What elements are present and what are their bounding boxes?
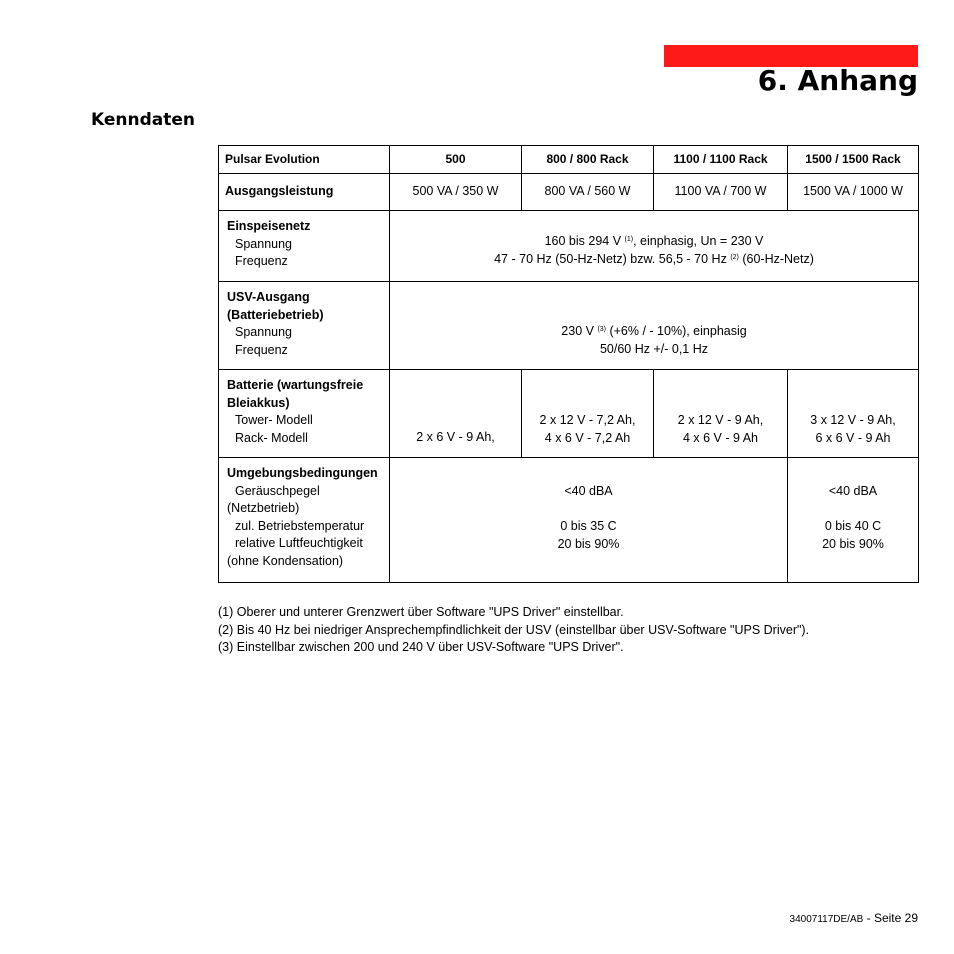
usv-ausgang-frequenz-value: 50/60 Hz +/- 0,1 Hz: [599, 341, 709, 356]
umgebung-labels: [219, 458, 390, 583]
usv-ausgang-values: [390, 282, 919, 370]
batterie-800-line2: 4 x 6 V - 7,2 Ah: [544, 430, 631, 445]
batterie-tower-label: Tower- Modell: [235, 413, 313, 428]
batterie-1100: [654, 370, 788, 458]
row-einspeisenetz: [219, 211, 919, 282]
umgebung-high-noise: <40 dBA: [828, 484, 878, 498]
footnote-3: (3) Einstellbar zwischen 200 und 240 V über USV-Software "UPS Driver".: [218, 640, 624, 655]
umgebung-high-values: [788, 458, 919, 583]
page-footer: [790, 911, 918, 925]
einspeisenetz-label: Einspeisenetz: [227, 219, 311, 233]
einspeisenetz-spannung-value: 160 bis 294 V $^{(1)}$, einphasig, Un = 230 V: [544, 234, 764, 249]
ausgangsleistung-800: 800 VA / 560 W: [522, 174, 654, 211]
header-col-800: 800 / 800 Rack: [522, 146, 654, 174]
specifications-table: [218, 145, 919, 583]
umgebung-label: Umgebungsbedingungen: [227, 466, 378, 480]
row-usv-ausgang: [219, 282, 919, 370]
ausgangsleistung-500: 500 VA / 350 W: [390, 174, 522, 211]
umgebung-low-humidity: 20 bis 90%: [557, 536, 620, 551]
usv-ausgang-frequenz-label: Frequenz: [235, 342, 288, 357]
header-model-label: Pulsar Evolution: [219, 146, 390, 174]
einspeisenetz-values: [390, 211, 919, 282]
umgebung-low-temp: 0 bis 35 C: [560, 519, 617, 534]
einspeisenetz-frequenz-label: Frequenz: [235, 254, 288, 269]
usv-ausgang-label: USV-Ausgang: [227, 290, 310, 304]
batterie-1500-line2: 6 x 6 V - 9 Ah: [815, 430, 891, 445]
footnote-ref-3: (3): [597, 325, 606, 333]
page-number: - Seite 29: [863, 911, 918, 925]
batterie-500: [390, 370, 522, 458]
header-col-1500: 1500 / 1500 Rack: [788, 146, 919, 174]
usv-ausgang-spannung-label: Spannung: [235, 325, 293, 340]
footnotes: [218, 604, 918, 657]
umgebung-high-temp: 0 bis 40 C: [824, 519, 882, 534]
row-ausgangsleistung: [219, 174, 919, 211]
batterie-500-value: 2 x 6 V - 9 Ah,: [416, 430, 495, 444]
batterie-1100-line1: 2 x 12 V - 9 Ah,: [677, 413, 764, 427]
einspeisenetz-labels: [219, 211, 390, 282]
ausgangsleistung-1100: 1100 VA / 700 W: [654, 174, 788, 211]
umgebung-feuchte-label: relative Luftfeuchtigkeit: [235, 536, 363, 551]
footnote-2: (2) Bis 40 Hz bei niedriger Ansprechempfindlichkeit der USV (einstellbar über USV-Software "UPS Driver").: [218, 622, 810, 637]
batterie-800: [522, 370, 654, 458]
umgebung-low-noise: <40 dBA: [564, 484, 613, 498]
usv-ausgang-spannung-value: 230 V $^{(3)}$ (+6% / - 10%), einphasig: [561, 323, 747, 338]
footnote-1: (1) Oberer und unterer Grenzwert über Software "UPS Driver" einstellbar.: [218, 605, 624, 619]
umgebung-kondensation-label: (ohne Kondensation): [227, 553, 344, 568]
batterie-rack-label: Rack- Modell: [235, 430, 308, 445]
batterie-1500-line1: 3 x 12 V - 9 Ah,: [810, 413, 896, 427]
row-umgebung: [219, 458, 919, 583]
section-title: Kenndaten: [91, 110, 196, 130]
batterie-label: Batterie (wartungsfreie: [227, 378, 364, 392]
header-col-1100: 1100 / 1100 Rack: [654, 146, 788, 174]
umgebung-temp-label: zul. Betriebstemperatur: [235, 518, 365, 533]
einspeisenetz-frequenz-value: 47 - 70 Hz (50-Hz-Netz) bzw. 56,5 - 70 Hz $^{(2)}$ (60-Hz-Netz): [494, 252, 814, 266]
umgebung-high-humidity: 20 bis 90%: [822, 536, 884, 551]
chapter-title: 6. Anhang: [757, 64, 918, 97]
umgebung-low-values: [390, 458, 788, 583]
header-col-500: 500: [390, 146, 522, 174]
ausgangsleistung-label: Ausgangsleistung: [219, 174, 390, 211]
batterie-label-line2: Bleiakkus): [227, 395, 290, 410]
row-batterie: [219, 370, 919, 458]
batterie-1500: [788, 370, 919, 458]
document-code: 34007117DE/AB: [789, 914, 864, 925]
batterie-800-line1: 2 x 12 V - 7,2 Ah,: [539, 413, 636, 427]
footnote-ref-2: (2): [730, 254, 739, 261]
batterie-labels: [219, 370, 390, 458]
einspeisenetz-spannung-label: Spannung: [235, 236, 293, 251]
batterie-1100-line2: 4 x 6 V - 9 Ah: [682, 430, 759, 445]
table-header-row: [219, 146, 919, 174]
ausgangsleistung-1500: 1500 VA / 1000 W: [788, 174, 919, 211]
footnote-ref-1: (1): [624, 236, 634, 244]
umgebung-netzbetrieb-label: (Netzbetrieb): [227, 501, 300, 516]
usv-ausgang-label-line2: (Batteriebetrieb): [227, 307, 324, 322]
usv-ausgang-labels: [219, 282, 390, 370]
umgebung-geraeusch-label: Geräuschpegel: [235, 483, 320, 498]
